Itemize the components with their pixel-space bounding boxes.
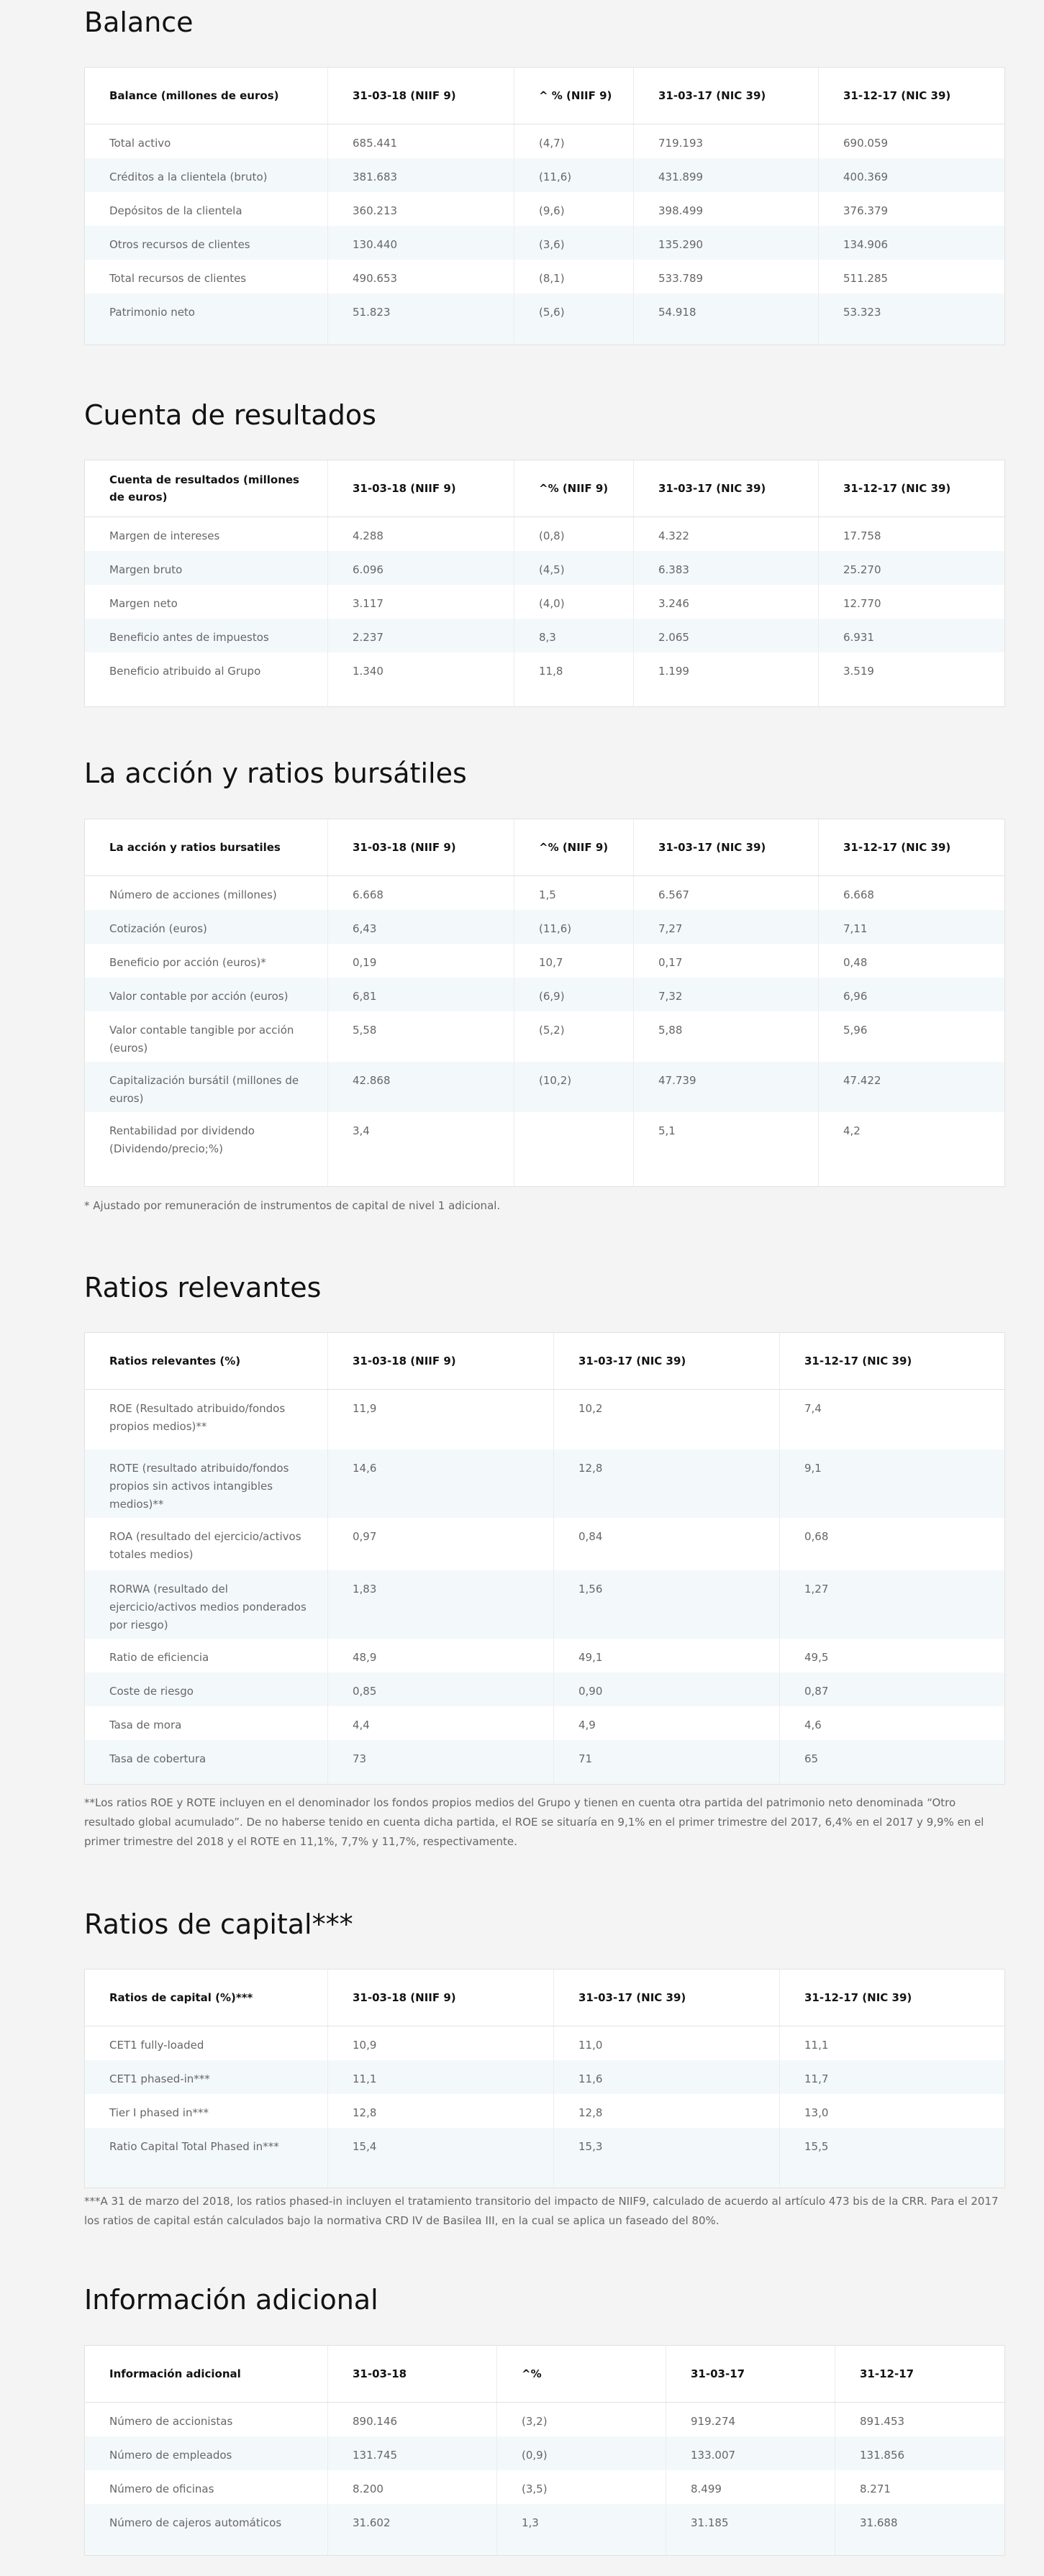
row-value: 6.668 <box>328 876 514 910</box>
row-label: Créditos a la clientela (bruto) <box>85 158 328 192</box>
row-value: 1,27 <box>804 1583 829 1596</box>
row-label: Margen de intereses <box>85 517 328 551</box>
row-value: 3.246 <box>634 585 819 619</box>
row-value: 11,8 <box>514 652 634 706</box>
row-value: (3,6) <box>514 226 634 260</box>
row-value: 1.340 <box>328 652 514 706</box>
row-value: 8,3 <box>514 619 634 652</box>
table-row <box>85 910 1004 944</box>
table-row <box>85 2403 1004 2436</box>
row-value: 11,6 <box>554 2060 780 2094</box>
table-row <box>85 2128 1004 2188</box>
footnote: **Los ratios ROE y ROTE incluyen en el denominador los fondos propios medios del Grupo y tienen en cuenta otra partida del patrimonio neto denominada “Otro resultado global acumulado”. De no haberse tenido en cuenta dicha partida, el ROE se situaría en 9,1% en el primer trimestre del 2017, 6,4% en el 2017 y 9,9% en el primer trimestre del 2018 y el ROTE en 11,1%, 7,7% y 11,7%, respectivamente. <box>84 1796 984 1848</box>
table-header <box>85 1970 1004 2026</box>
row-value: (6,9) <box>514 978 634 1011</box>
row-label: Patrimonio neto <box>85 293 328 345</box>
row-value: 65 <box>804 1752 819 1765</box>
row-value: 5,1 <box>634 1112 819 1186</box>
header-cell: 31-12-17 (NIC 39) <box>804 1355 912 1367</box>
row-value: 3.117 <box>328 585 514 619</box>
row-value: 4.322 <box>634 517 819 551</box>
row-value: 3,4 <box>328 1112 514 1186</box>
row-value: 381.683 <box>328 158 514 192</box>
row-value: 891.453 <box>860 2415 905 2428</box>
row-value: 133.007 <box>666 2436 835 2470</box>
row-value: 0,68 <box>804 1530 829 1543</box>
row-value: 6.096 <box>328 551 514 585</box>
row-value: 0,90 <box>554 1672 780 1706</box>
table-row <box>85 1011 1004 1062</box>
row-value: (11,6) <box>514 158 634 192</box>
header-cell: ^% (NIIF 9) <box>514 460 634 516</box>
row-label: Depósitos de la clientela <box>85 192 328 226</box>
cuenta-resultados-table <box>84 460 1005 707</box>
header-cell: Cuenta de resultados (millones de euros) <box>85 460 328 516</box>
row-value: 6.383 <box>634 551 819 585</box>
row-label: RORWA (resultado del ejercicio/activos medios ponderados por riesgo) <box>85 1570 328 1639</box>
table-row <box>85 876 1004 910</box>
row-value: 131.745 <box>328 2436 497 2470</box>
row-value: 15,4 <box>328 2128 554 2188</box>
row-label: CET1 phased-in*** <box>85 2060 328 2094</box>
header-cell: 31-12-17 (NIC 39) <box>804 1991 912 2004</box>
row-label: Número de oficinas <box>85 2470 328 2504</box>
ratios-capital-table <box>84 1969 1005 2188</box>
row-value: 12,8 <box>554 2094 780 2128</box>
row-value: 2.065 <box>634 619 819 652</box>
row-value: 685.441 <box>328 124 514 158</box>
row-value: 8.271 <box>860 2482 891 2495</box>
header-cell: 31-03-17 (NIC 39) <box>634 68 819 124</box>
row-value: 6.668 <box>843 888 874 901</box>
row-value: 17.758 <box>843 529 881 542</box>
row-value: 15,3 <box>554 2128 780 2188</box>
header-cell: Ratios de capital (%)*** <box>85 1970 328 2026</box>
row-label: Beneficio atribuido al Grupo <box>85 652 328 706</box>
header-cell: Balance (millones de euros) <box>85 68 328 124</box>
row-value: 49,5 <box>804 1651 829 1664</box>
table-row <box>85 1740 1004 1784</box>
row-value: 2.237 <box>328 619 514 652</box>
row-value: 6,96 <box>843 990 868 1003</box>
table-row <box>85 226 1004 260</box>
row-value: 0,97 <box>328 1518 554 1570</box>
row-value: 12,8 <box>554 1449 780 1518</box>
row-value: (0,9) <box>497 2436 666 2470</box>
row-value: 47.739 <box>634 1062 819 1112</box>
row-label: Ratio de eficiencia <box>85 1639 328 1672</box>
row-value: 4,6 <box>804 1719 822 1731</box>
row-value: 6,43 <box>328 910 514 944</box>
informacion-adicional-table <box>84 2345 1005 2556</box>
row-value: 431.899 <box>634 158 819 192</box>
row-value: 12.770 <box>843 597 881 610</box>
row-value: 398.499 <box>634 192 819 226</box>
row-value: 7,11 <box>843 922 868 935</box>
row-value: 11,1 <box>804 2039 829 2052</box>
row-value: 533.789 <box>634 260 819 293</box>
row-value: (10,2) <box>514 1062 634 1112</box>
row-value: 8.200 <box>328 2470 497 2504</box>
row-label: CET1 fully-loaded <box>85 2026 328 2060</box>
table-row <box>85 517 1004 551</box>
row-label: ROTE (resultado atribuido/fondos propios sin activos intangibles medios)** <box>85 1449 328 1518</box>
row-value: (9,6) <box>514 192 634 226</box>
header-cell: 31-03-17 (NIC 39) <box>634 460 819 516</box>
footnote: ***A 31 de marzo del 2018, los ratios phased-in incluyen el tratamiento transitorio del impacto de NIIF9, calculado de acuerdo al artículo 473 bis de la CRR. Para el 2017 los ratios de capital están calculados bajo la normativa CRD IV de Basilea III, en la cual se aplica un faseado del 80%. <box>84 2195 999 2227</box>
row-value: 1.199 <box>634 652 819 706</box>
table-row <box>85 1449 1004 1518</box>
table-row <box>85 1390 1004 1449</box>
row-value: 1,5 <box>514 876 634 910</box>
row-value: 131.856 <box>860 2449 905 2462</box>
table-header <box>85 819 1004 876</box>
row-label: Capitalización bursátil (millones de euros) <box>85 1062 328 1112</box>
table-header <box>85 1333 1004 1390</box>
accion-ratios-table <box>84 819 1005 1187</box>
row-label: Beneficio antes de impuestos <box>85 619 328 652</box>
section-title: Información adicional <box>84 2284 378 2316</box>
row-value: 0,19 <box>328 944 514 978</box>
row-label: Número de empleados <box>85 2436 328 2470</box>
row-value: 376.379 <box>843 204 889 217</box>
row-label: ROE (Resultado atribuido/fondos propios medios)** <box>85 1390 328 1449</box>
row-value: 31.688 <box>860 2516 898 2529</box>
row-value: 511.285 <box>843 272 889 285</box>
row-value: (8,1) <box>514 260 634 293</box>
header-cell: 31-03-18 (NIIF 9) <box>328 1970 554 2026</box>
table-row <box>85 944 1004 978</box>
row-value: 7,32 <box>634 978 819 1011</box>
header-cell: Información adicional <box>85 2346 328 2402</box>
row-value: 51.823 <box>328 293 514 345</box>
row-value: 10,2 <box>554 1390 780 1449</box>
table-row <box>85 1706 1004 1740</box>
row-value: (4,0) <box>514 585 634 619</box>
table-row <box>85 1518 1004 1570</box>
row-value: 130.440 <box>328 226 514 260</box>
row-value: 4,4 <box>328 1706 554 1740</box>
table-row <box>85 192 1004 226</box>
table-row <box>85 2436 1004 2470</box>
row-value: (3,5) <box>497 2470 666 2504</box>
row-value: 25.270 <box>843 563 881 576</box>
row-value: (4,7) <box>514 124 634 158</box>
row-value: 6.567 <box>634 876 819 910</box>
ratios-relevantes-table <box>84 1332 1005 1785</box>
row-value: (5,6) <box>514 293 634 345</box>
table-row <box>85 1112 1004 1186</box>
header-cell: ^ % (NIIF 9) <box>514 68 634 124</box>
row-label: Número de acciones (millones) <box>85 876 328 910</box>
table-header <box>85 2346 1004 2403</box>
header-cell: Ratios relevantes (%) <box>85 1333 328 1389</box>
row-label: Tasa de mora <box>85 1706 328 1740</box>
header-cell: 31-12-17 (NIC 39) <box>843 482 951 495</box>
row-value: (5,2) <box>514 1011 634 1062</box>
row-value: 7,4 <box>804 1402 822 1415</box>
table-row <box>85 2470 1004 2504</box>
header-cell: 31-03-18 (NIIF 9) <box>328 819 514 875</box>
row-value: 135.290 <box>634 226 819 260</box>
row-value: 12,8 <box>328 2094 554 2128</box>
section-title: Cuenta de resultados <box>84 399 376 431</box>
row-value: (4,5) <box>514 551 634 585</box>
row-value: 5,88 <box>634 1011 819 1062</box>
header-cell: 31-03-18 (NIIF 9) <box>328 68 514 124</box>
row-value: 1,56 <box>554 1570 780 1639</box>
table-row <box>85 1570 1004 1639</box>
row-value: 400.369 <box>843 170 889 183</box>
row-value: 11,0 <box>554 2026 780 2060</box>
row-value: 8.499 <box>666 2470 835 2504</box>
row-label: Valor contable por acción (euros) <box>85 978 328 1011</box>
row-value: 14,6 <box>328 1449 554 1518</box>
table-header <box>85 460 1004 517</box>
header-cell: 31-12-17 (NIC 39) <box>843 841 951 854</box>
header-cell: 31-03-17 (NIC 39) <box>554 1970 780 2026</box>
row-value: 490.653 <box>328 260 514 293</box>
table-row <box>85 1062 1004 1112</box>
table-row <box>85 1672 1004 1706</box>
header-cell: 31-03-18 (NIIF 9) <box>328 1333 554 1389</box>
row-value: 10,9 <box>328 2026 554 2060</box>
balance-table <box>84 67 1005 345</box>
table-row <box>85 293 1004 345</box>
row-value: 11,1 <box>328 2060 554 2094</box>
table-row <box>85 158 1004 192</box>
table-row <box>85 2094 1004 2128</box>
row-label: Número de cajeros automáticos <box>85 2504 328 2555</box>
row-value: (3,2) <box>497 2403 666 2436</box>
row-label: Tier I phased in*** <box>85 2094 328 2128</box>
row-value: 1,83 <box>328 1570 554 1639</box>
row-value: 6.931 <box>843 631 874 644</box>
table-row <box>85 2504 1004 2555</box>
row-value: 11,7 <box>804 2072 829 2085</box>
row-value: 690.059 <box>843 137 889 150</box>
row-value: 48,9 <box>328 1639 554 1672</box>
row-value: 7,27 <box>634 910 819 944</box>
row-value: 49,1 <box>554 1639 780 1672</box>
row-label: Otros recursos de clientes <box>85 226 328 260</box>
row-value: 3.519 <box>843 665 874 678</box>
row-value: 919.274 <box>666 2403 835 2436</box>
row-value: 5,58 <box>328 1011 514 1062</box>
row-label: Tasa de cobertura <box>85 1740 328 1784</box>
table-row <box>85 652 1004 706</box>
row-label: Total recursos de clientes <box>85 260 328 293</box>
table-row <box>85 260 1004 293</box>
row-value: 134.906 <box>843 238 889 251</box>
row-value: 10,7 <box>514 944 634 978</box>
row-value: 15,5 <box>804 2140 829 2153</box>
row-label: Margen bruto <box>85 551 328 585</box>
section-title: Balance <box>84 6 194 38</box>
row-label: Margen neto <box>85 585 328 619</box>
row-label: Ratio Capital Total Phased in*** <box>85 2128 328 2188</box>
row-label: Cotización (euros) <box>85 910 328 944</box>
header-cell: La acción y ratios bursatiles <box>85 819 328 875</box>
table-row <box>85 551 1004 585</box>
header-cell: ^% <box>497 2346 666 2402</box>
row-value <box>514 1112 634 1186</box>
row-value: 0,48 <box>843 956 868 969</box>
header-cell: 31-03-18 (NIIF 9) <box>328 460 514 516</box>
header-cell: 31-03-17 (NIC 39) <box>554 1333 780 1389</box>
row-value: 0,17 <box>634 944 819 978</box>
table-row <box>85 978 1004 1011</box>
row-value: 4.288 <box>328 517 514 551</box>
row-value: 5,96 <box>843 1024 868 1037</box>
row-label: Coste de riesgo <box>85 1672 328 1706</box>
row-value: 9,1 <box>804 1462 822 1475</box>
row-label: ROA (resultado del ejercicio/activos totales medios) <box>85 1518 328 1570</box>
row-value: (11,6) <box>514 910 634 944</box>
row-label: Número de accionistas <box>85 2403 328 2436</box>
row-value: 42.868 <box>328 1062 514 1112</box>
row-value: 31.185 <box>666 2504 835 2555</box>
row-label: Rentabilidad por dividendo (Dividendo/precio;%) <box>85 1112 328 1186</box>
row-value: 71 <box>554 1740 780 1784</box>
table-row <box>85 124 1004 158</box>
section-title: La acción y ratios bursátiles <box>84 757 467 789</box>
row-value: 31.602 <box>328 2504 497 2555</box>
table-row <box>85 585 1004 619</box>
row-value: 53.323 <box>843 306 881 319</box>
row-value: 0,87 <box>804 1685 829 1698</box>
row-value: 6,81 <box>328 978 514 1011</box>
header-cell: 31-12-17 (NIC 39) <box>843 89 951 102</box>
section-title: Ratios relevantes <box>84 1272 322 1303</box>
row-label: Beneficio por acción (euros)* <box>85 944 328 978</box>
header-cell: 31-03-17 (NIC 39) <box>634 819 819 875</box>
row-label: Total activo <box>85 124 328 158</box>
row-value: 73 <box>328 1740 554 1784</box>
row-value: 360.213 <box>328 192 514 226</box>
row-value: 890.146 <box>328 2403 497 2436</box>
footnote: * Ajustado por remuneración de instrumentos de capital de nivel 1 adicional. <box>84 1199 501 1212</box>
row-value: 13,0 <box>804 2106 829 2119</box>
row-value: 1,3 <box>497 2504 666 2555</box>
row-value: 4,9 <box>554 1706 780 1740</box>
row-value: 719.193 <box>634 124 819 158</box>
header-cell: ^% (NIIF 9) <box>514 819 634 875</box>
header-cell: 31-12-17 <box>860 2367 914 2380</box>
table-header <box>85 68 1004 124</box>
header-cell: 31-03-18 <box>328 2346 497 2402</box>
row-value: (0,8) <box>514 517 634 551</box>
row-label: Valor contable tangible por acción (euros) <box>85 1011 328 1062</box>
table-row <box>85 2060 1004 2094</box>
row-value: 4,2 <box>843 1124 861 1137</box>
table-row <box>85 619 1004 652</box>
row-value: 0,84 <box>554 1518 780 1570</box>
row-value: 54.918 <box>634 293 819 345</box>
table-row <box>85 1639 1004 1672</box>
section-title: Ratios de capital*** <box>84 1908 353 1940</box>
row-value: 11,9 <box>328 1390 554 1449</box>
header-cell: 31-03-17 <box>666 2346 835 2402</box>
row-value: 0,85 <box>328 1672 554 1706</box>
row-value: 47.422 <box>843 1074 881 1087</box>
table-row <box>85 2026 1004 2060</box>
